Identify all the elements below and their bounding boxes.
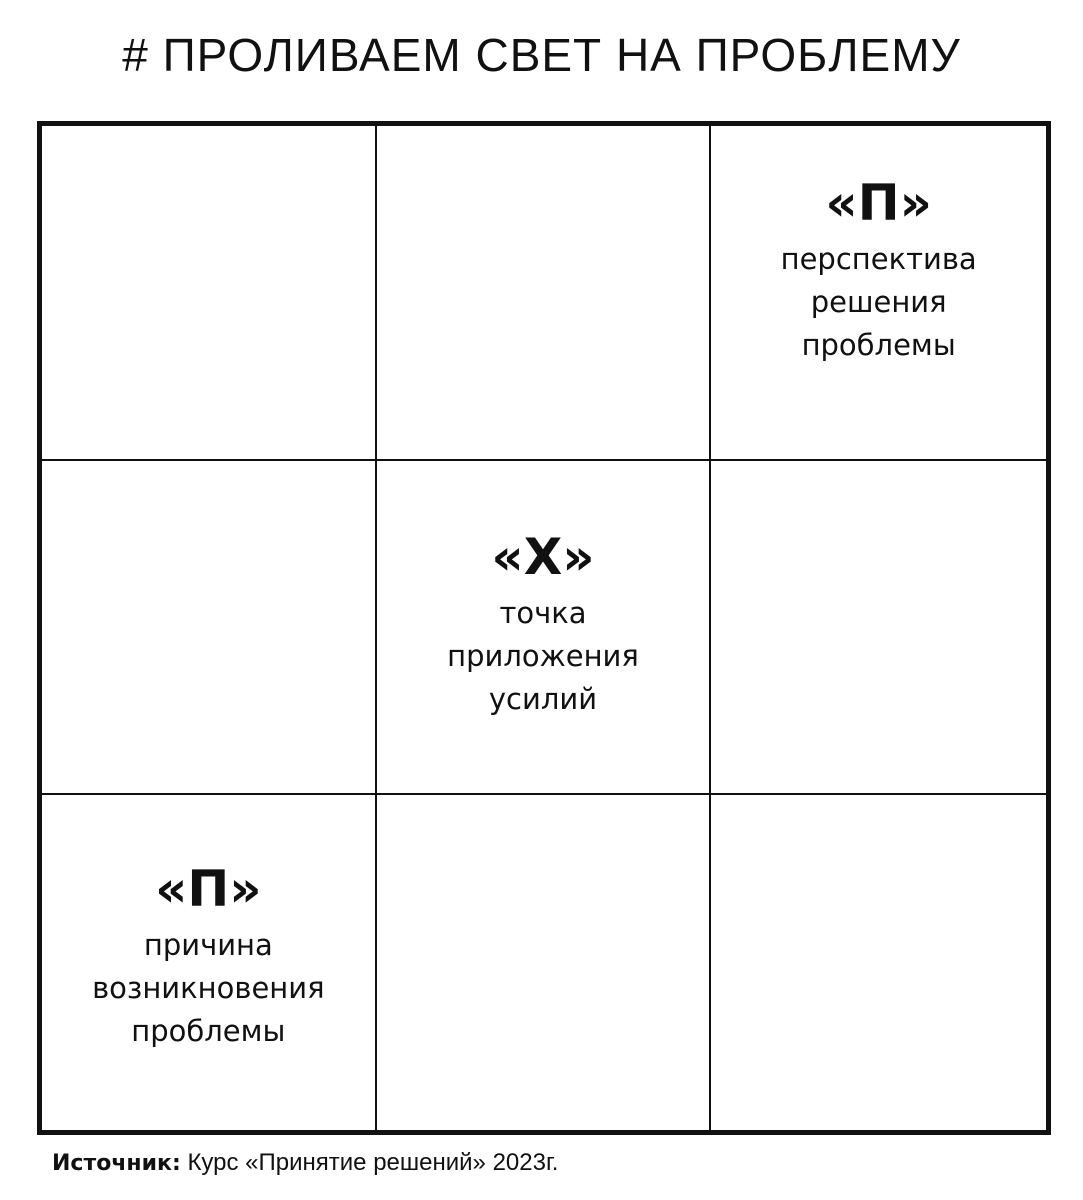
grid-cell-r3c2 — [377, 795, 712, 1130]
cell-caption-line: решения — [810, 284, 947, 319]
grid-cell-r2c2 — [377, 461, 712, 796]
source-label: Источник: — [52, 1151, 181, 1176]
grid-cell-r1c1 — [42, 126, 377, 461]
grid-cell-r3c1 — [42, 795, 377, 1130]
page-title: # ПРОЛИВАЕМ СВЕТ НА ПРОБЛЕМУ — [122, 29, 961, 81]
grid-cell-r1c3 — [711, 126, 1046, 461]
cell-symbol: «П» — [825, 173, 932, 232]
cell-caption-line: причина — [143, 928, 273, 963]
cell-caption-line: приложения — [447, 639, 639, 674]
effort-point-block — [447, 528, 639, 721]
cell-symbol: «Х» — [491, 528, 595, 587]
nine-cell-grid — [37, 121, 1051, 1135]
grid-cell-r2c1 — [42, 461, 377, 796]
source-text: Курс «Принятие решений» 2023г. — [180, 1149, 559, 1176]
solution-perspective-block — [780, 173, 977, 367]
cell-caption-line: проблемы — [131, 1014, 286, 1049]
cell-caption-line: проблемы — [801, 327, 956, 362]
grid-cell-r2c3 — [711, 461, 1046, 796]
grid-cell-r1c2 — [377, 126, 712, 461]
problem-cause-block — [92, 860, 325, 1053]
cell-caption-line: перспектива — [780, 241, 977, 276]
cell-caption-line: усилий — [488, 682, 598, 717]
cell-caption-line: точка — [499, 596, 587, 631]
source-note — [52, 1149, 558, 1177]
grid-cell-r3c3 — [711, 795, 1046, 1130]
cell-caption-line: возникновения — [92, 971, 325, 1006]
cell-symbol: «П» — [155, 860, 262, 919]
